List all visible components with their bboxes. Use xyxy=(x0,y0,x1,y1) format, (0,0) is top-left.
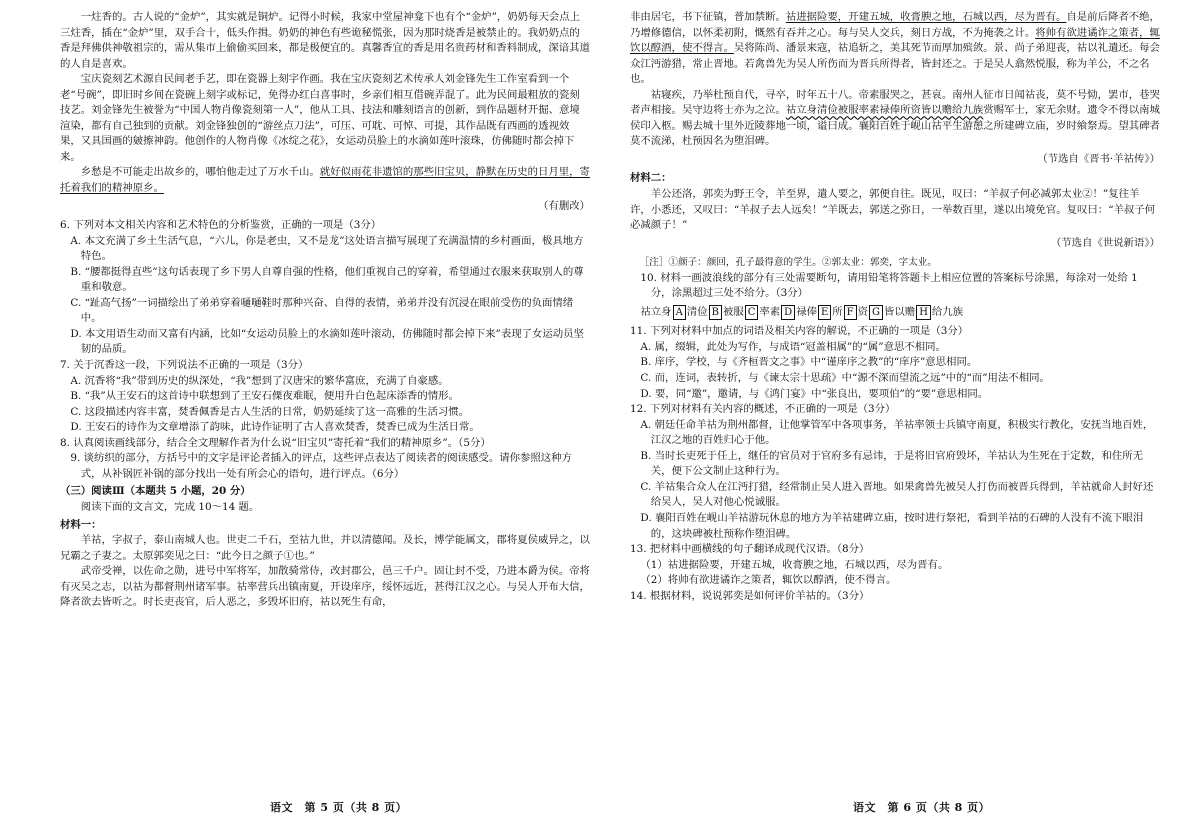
break-box-e: E xyxy=(818,305,831,320)
break-box-c: C xyxy=(745,305,759,320)
underlined-sentence: 将帅有欲进谲诈之策者，辄饮以醇酒，使不得言。 xyxy=(630,26,1160,55)
annotation-note: ［注］①颜子：颜回，孔子最得意的学生。②郭太业：郭奕，字太业。 xyxy=(639,257,937,269)
option-6b: B. “腰都挺得直些”这句话表现了乡下男人自尊自强的性格，他们重视自己的穿着，希望通过衣服来获取别人的尊重和敬意。 xyxy=(70,265,584,294)
page-footer: 语文 第 6 页（共 8 页） xyxy=(853,801,991,814)
break-text: 所 xyxy=(832,305,843,318)
sentence-break-options xyxy=(630,305,1160,321)
source-note: （节选自《世说新语》） xyxy=(1050,236,1160,249)
section-heading: （三）阅读Ⅲ（本题共 5 小题，20 分） xyxy=(60,485,251,498)
material-2-title: 材料二： xyxy=(630,172,672,185)
option-11a: A. 属，缀辑，此处为写作，与成语“冠盖相属”的“属”意思不相同。 xyxy=(640,340,946,353)
classical-paragraph xyxy=(630,10,1160,88)
wavy-underlined-text: 祜立身清俭被服率素禄俸所资皆以赡给九族 xyxy=(785,104,984,117)
underlined-sentence: 就好似雨花非遗馆的那些旧宝贝，静默在历史的日月里，寄托着我们的精神原乡。 xyxy=(60,166,590,195)
option-6a: A. 本文充满了乡土生活气息，“六儿，你是老虫，又不是龙”这处语言描写展现了充满温情的乡村画面，极具地方特色。 xyxy=(70,234,584,263)
source-note: （节选自《晋书·羊祜传》） xyxy=(1037,152,1160,165)
classical-paragraph xyxy=(630,88,1160,150)
question-6: 6. 下列对本文相关内容和艺术特色的分析鉴赏，正确的一项是（3分） xyxy=(60,219,382,232)
question-13-part-1: （1）祜进据险要，开建五城，收膏腴之地，石城以西，尽为晋有。 xyxy=(640,558,949,571)
option-12c: C. 羊祜集合众人在江沔打猎，经常制止吴人进入晋地。如果禽兽先被吴人打伤而被晋兵得到，羊祜就命人封好还给吴人，吴人对他心悦诚服。 xyxy=(640,480,1154,509)
break-box-a: A xyxy=(673,305,686,320)
break-text: 给九族 xyxy=(931,305,964,318)
underlined-sentence: 祜进据险要，开建五城，收膏腴之地，石城以西，尽为晋有。 xyxy=(785,11,1067,23)
option-7a: A. 沉香将“我”带到历史的纵深处，“我”想到了汉唐宋的繁华富庶，充满了自豪感。 xyxy=(70,374,449,387)
closing-sentence: 乡愁是不可能走出故乡的，哪怕他走过了万水千山。 xyxy=(80,166,320,179)
break-text: 禄俸 xyxy=(796,305,817,318)
question-10: 10. 材料一画波浪线的部分有三处需要断句，请用铅笔将答题卡上相应位置的答案标号涂黑，每涂对一处给 1 分，涂黑超过三处不给分。（3分） xyxy=(640,271,1138,300)
question-8: 8. 认真阅读画线部分，结合全文理解作者为什么说“旧宝贝”寄托着“我们的精神原乡”。（5分） xyxy=(60,436,491,449)
text-segment: 祜寝疾，乃举杜预自代，寻卒，时年五十八。帝素服哭之，甚哀。南州人征市日闻祜丧，莫不号恸，罢市，巷哭者声相接。吴守边将士亦为之泣。 xyxy=(630,88,1160,117)
break-box-g: G xyxy=(869,305,883,320)
classical-paragraph: 羊祜，字叔子，泰山南城人也。世吏二千石，至祜九世，并以清德闻。及长，博学能属文，郡将夏侯威异之，以兄霸之子妻之。太原郭奕见之曰：“此今日之颜子①也。” xyxy=(60,534,590,562)
text-segment: 自是前后降者不绝，乃增修德信，以怀柔初附，慨然有吞并之心。每与吴人交兵，刻日方战，不为掩袭之计。 xyxy=(630,11,1160,39)
option-11b: B. 庠序，学校，与《齐桓晋文之事》中“谨庠序之教”的“庠序”意思相同。 xyxy=(640,356,978,369)
option-6c: C. “趾高气扬”一词描绘出了弟弟穿着嗵嗵鞋时那种兴奋、自得的表情，弟弟并没有沉浸在眼前受伤的负面情绪中。 xyxy=(70,296,574,325)
text-segment: 非由居宅，书下征镇，普加禁断。 xyxy=(630,11,786,23)
question-9: 9. 谈纺织的部分，方括号中的文字是评论者插入的评点，这些评点表达了阅读者的阅读感受。请你参照这种方式，从补锅匠补锅的部分找出一处有所会心的语句，进行评点。（6分） xyxy=(70,452,572,480)
question-12: 12. 下列对材料有关内容的概述，不正确的一项是（3分） xyxy=(630,403,896,416)
question-13: 13. 把材料中画横线的句子翻译成现代汉语。（8分） xyxy=(630,543,870,556)
section-instruction: 阅读下面的文言文，完成 10～14 题。 xyxy=(80,500,260,513)
option-11d: D. 要，同“邀”，邀请，与《鸿门宴》中“张良出，要项伯”的“要”意思相同。 xyxy=(640,387,989,400)
text-segment: 吴将陈尚、潘景来寇，祜追斩之，美其死节而厚加殡敛。景、尚子弟迎丧，祜以礼遣还。每会众江沔游猎，常止晋地。若禽兽先为吴人所伤而为晋兵所得者，皆封还之。于是吴人翕然悦服，称为羊公，不之名也。 xyxy=(630,42,1160,86)
question-14: 14. 根据材料，说说郭奕是如何评价羊祜的。（3分） xyxy=(630,589,870,602)
material-1-title: 材料一： xyxy=(60,518,102,531)
source-note: （有删改） xyxy=(538,199,590,212)
option-11c: C. 而，连词，表转折，与《谏太宗十思疏》中“源不深而望流之远”中的“而”用法不相同。 xyxy=(640,372,1050,385)
classical-paragraph: 武帝受禅，以佐命之勋，进号中军将军，加散骑常侍，改封郡公，邑三千户。固让封不受，乃进本爵为侯。帝将有灭吴之志，以祜为都督荆州诸军事。祜率营兵出镇南夏，开设庠序，绥怀远近，甚得江汉之心。与吴人开布大信，降者欲去皆听之。时长吏丧官，后人恶之，多毁坏旧府，祜以死生有命， xyxy=(60,565,590,609)
break-text: 皆以赡 xyxy=(884,305,916,318)
option-12a: A. 朝廷任命羊祜为荆州都督，让他掌管军中各项事务，羊祜率领士兵镇守南夏，积极实行教化，安抚当地百姓，江汉之地的百姓归心于他。 xyxy=(640,418,1154,447)
break-text: 清俭 xyxy=(686,305,708,318)
option-6d: D. 本文用语生动而又富有内涵，比如“女运动员脸上的水滴如莲叶滚动，仿佛随时都会掉下来”表现了女运动员坚韧的品质。 xyxy=(70,327,584,356)
break-box-f: F xyxy=(844,305,857,320)
question-11: 11. 下列对材料中加点的词语及相关内容的解说，不正确的一项是（3分） xyxy=(630,325,969,338)
reading-paragraph xyxy=(60,165,590,196)
break-box-h: H xyxy=(916,305,931,320)
option-7c: C. 这段描述内容丰富，焚香佩香是古人生活的日常，奶奶延续了这一高雅的生活习惯。 xyxy=(70,405,470,418)
break-box-d: D xyxy=(781,305,795,320)
text-segment: 赏赐军士，家无余财。遗令不得以南城侯印入柩。赐去城十里外近陵葬地一顷，谥曰成。襄阳百姓于岘山祜平生游憩之所建碑立庙，岁时飨祭焉。望其碑者莫不流涕，杜预因名为堕泪碑。 xyxy=(630,104,1160,148)
break-box-b: B xyxy=(709,305,722,320)
question-7: 7. 关于沉香这一段，下列说法不正确的一项是（3分） xyxy=(60,359,309,372)
break-text: 率素 xyxy=(759,305,781,318)
option-7d: D. 王安石的诗作为文章增添了韵味，此诗作证明了古人喜欢焚香，焚香已成为生活日常。 xyxy=(70,421,480,434)
classical-paragraph: 羊公还洛，郭奕为野王令，羊至界，遣人要之，郭便自往。既见，叹曰：“羊叔子何必减郭太业②！”复往羊许，小悉还，又叹曰：“羊叔子去人远矣！”羊既去，郭送之弥日，一举数百里，遂以出境免官。复叹曰：“羊叔子何必减颜子！” xyxy=(630,188,1156,232)
option-12b: B. 当时长吏死于任上，继任的官员对于官府多有忌讳，于是将旧官府毁坏，羊祜认为生死在于定数，和住所无关，便下公文制止这种行为。 xyxy=(640,449,1144,478)
page-5-column xyxy=(60,10,590,611)
reading-paragraph: 一炷香的。古人说的“金炉”，其实就是铜炉。记得小时候，我家中堂屋神龛下也有个“金炉”，奶奶每天会点上三炷香，插在“金炉”里，双手合十，低头作揖。奶奶的神色有些诡秘慌张，因为那时烧香是被禁止的。我奶奶点的香是拜佛供神敬祖宗的，需从集市上偷偷买回来，都是极便宜的。真馨香宜的香是用名贵药材和香料制成，深谙其道的人自是喜欢。 xyxy=(60,11,590,70)
break-text: 被服 xyxy=(722,305,744,318)
page-6-column xyxy=(630,10,1160,604)
break-text: 祜立身 xyxy=(640,305,672,318)
reading-paragraph: 宝庆瓷刻艺术源自民间老手艺，即在瓷器上刻字作画。我在宝庆瓷刻艺术传承人刘金锋先生工作室看到一个老“号碗”，即旧时乡间在瓷碗上刻字或标记，免得办红白喜事时，乡亲们相互借碗弄混了。此为民间最粗放的瓷刻技艺。刘金锋先生被誉为“中国人物肖像瓷刻第一人”，他从工具、技法和雕刻语言的创新，到作品题材开掘、意境渲染，都有自己独到的贡献。刘金锋独创的“游丝点刀法”，可压、可耽、可悼、可提，其作品既有西画的透视效果，又具国画的皴擦神韵。他创作的人物肖像《冰绽之花》，女运动员脸上的水滴如莲叶滚珠，仿佛随时都会掉下来。 xyxy=(60,73,580,163)
option-12d: D. 襄阳百姓在岘山羊祜游玩休息的地方为羊祜建碑立庙，按时进行祭祀，看到羊祜的石碑的人没有不流下眼泪的，这块碑被杜预称作堕泪碑。 xyxy=(640,511,1144,540)
page-footer: 语文 第 5 页（共 8 页） xyxy=(270,801,408,814)
option-7b: B. “我”从王安石的这首诗中联想到了王安石傈夜难眠，便用升白色起床添香的情形。 xyxy=(70,390,459,403)
break-text: 资 xyxy=(857,305,869,318)
question-13-part-2: （2）将帅有欲进谲诈之策者，辄饮以醇酒，使不得言。 xyxy=(640,574,897,587)
